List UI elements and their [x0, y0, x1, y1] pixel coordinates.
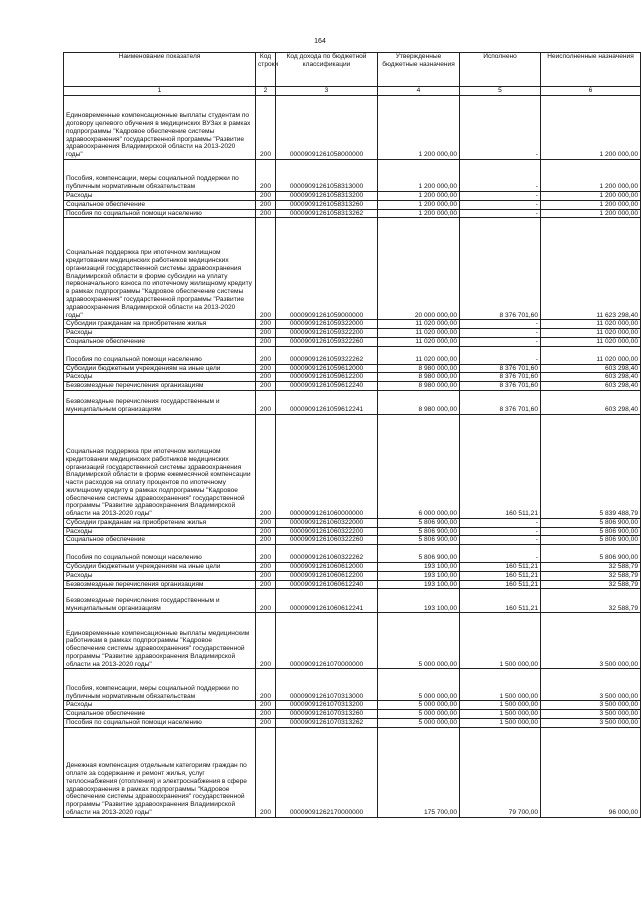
executed-amount: 1 500 000,00	[460, 669, 541, 701]
executed-amount: -	[460, 536, 541, 545]
approved-amount: 6 000 000,00	[378, 414, 460, 518]
table-row	[64, 200, 641, 209]
line-code: 200	[256, 589, 276, 613]
executed-amount: 79 700,00	[460, 727, 541, 817]
row-name: Расходы	[64, 571, 256, 580]
kbk-code: 00009091262170000000	[276, 727, 378, 817]
executed-amount: -	[460, 209, 541, 218]
table-row	[64, 373, 641, 382]
kbk-code: 00009091261070313260	[276, 710, 378, 719]
remaining-amount: 603 298,40	[541, 390, 641, 414]
kbk-code: 00009091261060612241	[276, 589, 378, 613]
remaining-amount: 11 623 298,40	[541, 218, 641, 320]
kbk-code: 00009091261059322000	[276, 320, 378, 329]
row-name: Социальное обеспечение	[64, 200, 256, 209]
kbk-code: 00009091261060612240	[276, 580, 378, 589]
budget-table	[63, 52, 641, 818]
table-row	[64, 719, 641, 728]
column-number: 6	[541, 87, 641, 96]
approved-amount: 5 000 000,00	[378, 719, 460, 728]
table-row	[64, 218, 641, 320]
kbk-code: 00009091261070313200	[276, 701, 378, 710]
executed-amount: 160 511,21	[460, 580, 541, 589]
approved-amount: 193 100,00	[378, 571, 460, 580]
approved-amount: 1 200 000,00	[378, 192, 460, 201]
kbk-code: 00009091261060000000	[276, 414, 378, 518]
executed-amount: 1 500 000,00	[460, 613, 541, 669]
remaining-amount: 5 806 900,00	[541, 527, 641, 536]
approved-amount: 11 020 000,00	[378, 337, 460, 346]
executed-amount: 8 376 701,60	[460, 390, 541, 414]
line-code: 200	[256, 518, 276, 527]
approved-amount: 5 806 900,00	[378, 518, 460, 527]
table-row	[64, 346, 641, 364]
row-name: Единовременные компенсационные выплаты студентам по договору целевого обучения в медицинских ВУЗах в рамках подпрограммы "Кадровое обеспечение системы здравоохранения" государственной программы "Развитие здравоохранения Владимирской области на 2013-2020 годы"	[64, 96, 256, 160]
kbk-code: 00009091261058313000	[276, 160, 378, 192]
executed-amount: -	[460, 192, 541, 201]
executed-amount: 8 376 701,60	[460, 364, 541, 373]
table-row	[64, 563, 641, 572]
line-code: 200	[256, 364, 276, 373]
line-code: 200	[256, 571, 276, 580]
row-name: Пособия, компенсации, меры социальной поддержки по публичным нормативным обязательствам	[64, 669, 256, 701]
header-executed: Исполнено	[460, 53, 541, 87]
header-name: Наименование показателя	[64, 53, 256, 87]
column-number: 4	[378, 87, 460, 96]
remaining-amount: 5 839 488,79	[541, 414, 641, 518]
approved-amount: 5 000 000,00	[378, 669, 460, 701]
executed-amount: 160 511,21	[460, 589, 541, 613]
table-row	[64, 320, 641, 329]
remaining-amount: 5 806 900,00	[541, 518, 641, 527]
remaining-amount: 1 200 000,00	[541, 209, 641, 218]
executed-amount: -	[460, 527, 541, 536]
line-code: 200	[256, 160, 276, 192]
executed-amount: 1 500 000,00	[460, 719, 541, 728]
kbk-code: 00009091261059322260	[276, 337, 378, 346]
table-row	[64, 571, 641, 580]
table-row	[64, 710, 641, 719]
remaining-amount: 11 020 000,00	[541, 329, 641, 338]
executed-amount: -	[460, 96, 541, 160]
remaining-amount: 32 588,79	[541, 563, 641, 572]
approved-amount: 5 806 900,00	[378, 545, 460, 563]
table-row	[64, 518, 641, 527]
approved-amount: 1 200 000,00	[378, 209, 460, 218]
row-name: Единовременные компенсационные выплаты медицинским работникам в рамках подпрограммы "Кадровое обеспечение системы здравоохранения" государственной программы "Развитие здравоохранения Владимирской области на 2013-2020 годы"	[64, 613, 256, 669]
table-row	[64, 727, 641, 817]
approved-amount: 193 100,00	[378, 580, 460, 589]
executed-amount: 8 376 701,60	[460, 382, 541, 391]
remaining-amount: 3 500 000,00	[541, 701, 641, 710]
column-number: 1	[64, 87, 256, 96]
remaining-amount: 32 588,79	[541, 571, 641, 580]
executed-amount: -	[460, 518, 541, 527]
remaining-amount: 3 500 000,00	[541, 710, 641, 719]
executed-amount: 1 500 000,00	[460, 710, 541, 719]
column-number: 3	[276, 87, 378, 96]
remaining-amount: 1 200 000,00	[541, 96, 641, 160]
kbk-code: 00009091261058313260	[276, 200, 378, 209]
table-row	[64, 527, 641, 536]
kbk-code: 00009091261060322000	[276, 518, 378, 527]
executed-amount: 8 376 701,60	[460, 218, 541, 320]
table-body	[64, 96, 641, 818]
executed-amount: 160 511,21	[460, 414, 541, 518]
row-name: Социальная поддержка при ипотечном жилищном кредитовании медицинских работников медицинских организаций государственной системы здравоохранения Владимирской области в форме субсидии на уплату первоначального взноса по ипотечному жилищному кредиту в рамках подпрограммы "Кадровое обеспечение системы здравоохранения" государственной программы "Развитие здравоохранения Владимирской области на 2013-2020 годы"	[64, 218, 256, 320]
approved-amount: 1 200 000,00	[378, 160, 460, 192]
remaining-amount: 603 298,40	[541, 364, 641, 373]
row-name: Расходы	[64, 192, 256, 201]
approved-amount: 8 980 000,00	[378, 390, 460, 414]
table-row	[64, 545, 641, 563]
remaining-amount: 3 500 000,00	[541, 719, 641, 728]
header-kbk: Код дохода по бюджетной классификации	[276, 53, 378, 87]
kbk-code: 00009091261060612000	[276, 563, 378, 572]
kbk-code: 00009091261059612240	[276, 382, 378, 391]
header-approved: Утвержденные бюджетные назначения	[378, 53, 460, 87]
table-row	[64, 414, 641, 518]
remaining-amount: 5 806 900,00	[541, 536, 641, 545]
table-row	[64, 382, 641, 391]
approved-amount: 8 980 000,00	[378, 364, 460, 373]
line-code: 200	[256, 390, 276, 414]
table-row	[64, 96, 641, 160]
remaining-amount: 1 200 000,00	[541, 160, 641, 192]
executed-amount: -	[460, 200, 541, 209]
line-code: 200	[256, 536, 276, 545]
kbk-code: 00009091261059612200	[276, 373, 378, 382]
line-code: 200	[256, 414, 276, 518]
executed-amount: -	[460, 337, 541, 346]
executed-amount: -	[460, 545, 541, 563]
executed-amount: 160 511,21	[460, 571, 541, 580]
column-number: 2	[256, 87, 276, 96]
kbk-code: 00009091261060322260	[276, 536, 378, 545]
approved-amount: 5 000 000,00	[378, 613, 460, 669]
row-name: Пособия по социальной помощи населению	[64, 719, 256, 728]
line-code: 200	[256, 669, 276, 701]
row-name: Безвозмездные перечисления государственным и муниципальным организациям	[64, 589, 256, 613]
kbk-code: 00009091261060322262	[276, 545, 378, 563]
line-code: 200	[256, 96, 276, 160]
table-row	[64, 192, 641, 201]
executed-amount: -	[460, 346, 541, 364]
line-code: 200	[256, 200, 276, 209]
remaining-amount: 32 588,79	[541, 589, 641, 613]
row-name: Расходы	[64, 329, 256, 338]
line-code: 200	[256, 580, 276, 589]
table-row	[64, 209, 641, 218]
kbk-code: 00009091261058313262	[276, 209, 378, 218]
line-code: 200	[256, 320, 276, 329]
line-code: 200	[256, 563, 276, 572]
approved-amount: 11 020 000,00	[378, 346, 460, 364]
approved-amount: 5 000 000,00	[378, 710, 460, 719]
line-code: 200	[256, 719, 276, 728]
row-name: Социальное обеспечение	[64, 710, 256, 719]
approved-amount: 193 100,00	[378, 589, 460, 613]
table-row	[64, 580, 641, 589]
approved-amount: 8 980 000,00	[378, 382, 460, 391]
table-row	[64, 390, 641, 414]
approved-amount: 11 020 000,00	[378, 320, 460, 329]
remaining-amount: 11 020 000,00	[541, 346, 641, 364]
kbk-code: 00009091261059000000	[276, 218, 378, 320]
approved-amount: 5 806 900,00	[378, 527, 460, 536]
executed-amount: -	[460, 320, 541, 329]
table-row	[64, 536, 641, 545]
approved-amount: 5 000 000,00	[378, 701, 460, 710]
remaining-amount: 11 020 000,00	[541, 337, 641, 346]
row-name: Денежная компенсация отдельным категориям граждан по оплате за содержание и ремонт жилья, услуг теплоснабжения (отопления) и электроснабжения в сфере здравоохранения в рамках подпрограммы "Кадровое обеспечение системы здравоохранения" государственной программы "Развитие здравоохранения Владимирской области на 2013-2020 годы"	[64, 727, 256, 817]
row-name: Субсидии гражданам на приобретение жилья	[64, 518, 256, 527]
executed-amount: 160 511,21	[460, 563, 541, 572]
kbk-code: 00009091261070000000	[276, 613, 378, 669]
remaining-amount: 3 500 000,00	[541, 669, 641, 701]
row-name: Субсидии бюджетным учреждениям на иные цели	[64, 563, 256, 572]
remaining-amount: 1 200 000,00	[541, 200, 641, 209]
executed-amount: -	[460, 329, 541, 338]
row-name: Социальная поддержка при ипотечном жилищном кредитовании медицинских работников медицинских организаций государственной системы здравоохранения Владимирской области в форме ежемесячной компенсации части расходов на оплату процентов по ипотечному жилищному кредиту в рамках подпрограммы "Кадровое обеспечение системы здравоохранения" государственной программы "Развитие здравоохранения Владимирской области на 2013-2020 годы"	[64, 414, 256, 518]
kbk-code: 00009091261070313262	[276, 719, 378, 728]
kbk-code: 00009091261059612241	[276, 390, 378, 414]
row-name: Расходы	[64, 527, 256, 536]
row-name: Социальное обеспечение	[64, 536, 256, 545]
executed-amount: 8 376 701,60	[460, 373, 541, 382]
table-row	[64, 364, 641, 373]
row-name: Безвозмездные перечисления государственным и муниципальным организациям	[64, 390, 256, 414]
row-name: Пособия по социальной помощи населению	[64, 346, 256, 364]
remaining-amount: 603 298,40	[541, 382, 641, 391]
remaining-amount: 5 806 900,00	[541, 545, 641, 563]
row-name: Социальное обеспечение	[64, 337, 256, 346]
header-line-code: Код строки	[256, 53, 276, 87]
table-row	[64, 669, 641, 701]
remaining-amount: 603 298,40	[541, 373, 641, 382]
row-name: Расходы	[64, 701, 256, 710]
table-row	[64, 160, 641, 192]
table-row	[64, 589, 641, 613]
line-code: 200	[256, 346, 276, 364]
line-code: 200	[256, 527, 276, 536]
line-code: 200	[256, 545, 276, 563]
row-name: Безвозмездные перечисления организациям	[64, 382, 256, 391]
kbk-code: 00009091261059322200	[276, 329, 378, 338]
approved-amount: 20 000 000,00	[378, 218, 460, 320]
line-code: 200	[256, 613, 276, 669]
approved-amount: 193 100,00	[378, 563, 460, 572]
remaining-amount: 3 500 000,00	[541, 613, 641, 669]
approved-amount: 5 806 900,00	[378, 536, 460, 545]
line-code: 200	[256, 710, 276, 719]
approved-amount: 8 980 000,00	[378, 373, 460, 382]
line-code: 200	[256, 337, 276, 346]
line-code: 200	[256, 209, 276, 218]
header-remaining: Неисполненные назначения	[541, 53, 641, 87]
kbk-code: 00009091261059322262	[276, 346, 378, 364]
line-code: 200	[256, 218, 276, 320]
remaining-amount: 96 000,00	[541, 727, 641, 817]
kbk-code: 00009091261059612000	[276, 364, 378, 373]
executed-amount: 1 500 000,00	[460, 701, 541, 710]
approved-amount: 175 700,00	[378, 727, 460, 817]
row-name: Субсидии гражданам на приобретение жилья	[64, 320, 256, 329]
approved-amount: 1 200 000,00	[378, 96, 460, 160]
kbk-code: 00009091261070313000	[276, 669, 378, 701]
kbk-code: 00009091261058313200	[276, 192, 378, 201]
line-code: 200	[256, 701, 276, 710]
kbk-code: 00009091261058000000	[276, 96, 378, 160]
table-row	[64, 613, 641, 669]
row-name: Пособия, компенсации, меры социальной поддержки по публичным нормативным обязательствам	[64, 160, 256, 192]
column-number: 5	[460, 87, 541, 96]
row-name: Расходы	[64, 373, 256, 382]
row-name: Субсидии бюджетным учреждениям на иные цели	[64, 364, 256, 373]
line-code: 200	[256, 192, 276, 201]
row-name: Пособия по социальной помощи населению	[64, 209, 256, 218]
remaining-amount: 11 020 000,00	[541, 320, 641, 329]
line-code: 200	[256, 727, 276, 817]
approved-amount: 11 020 000,00	[378, 329, 460, 338]
row-name: Пособия по социальной помощи населению	[64, 545, 256, 563]
remaining-amount: 1 200 000,00	[541, 192, 641, 201]
table-row	[64, 337, 641, 346]
executed-amount: -	[460, 160, 541, 192]
approved-amount: 1 200 000,00	[378, 200, 460, 209]
line-code: 200	[256, 382, 276, 391]
kbk-code: 00009091261060612200	[276, 571, 378, 580]
line-code: 200	[256, 373, 276, 382]
page-number: 164	[314, 38, 326, 45]
kbk-code: 00009091261060322200	[276, 527, 378, 536]
table-row	[64, 701, 641, 710]
row-name: Безвозмездные перечисления организациям	[64, 580, 256, 589]
line-code: 200	[256, 329, 276, 338]
table-row	[64, 329, 641, 338]
remaining-amount: 32 588,79	[541, 580, 641, 589]
